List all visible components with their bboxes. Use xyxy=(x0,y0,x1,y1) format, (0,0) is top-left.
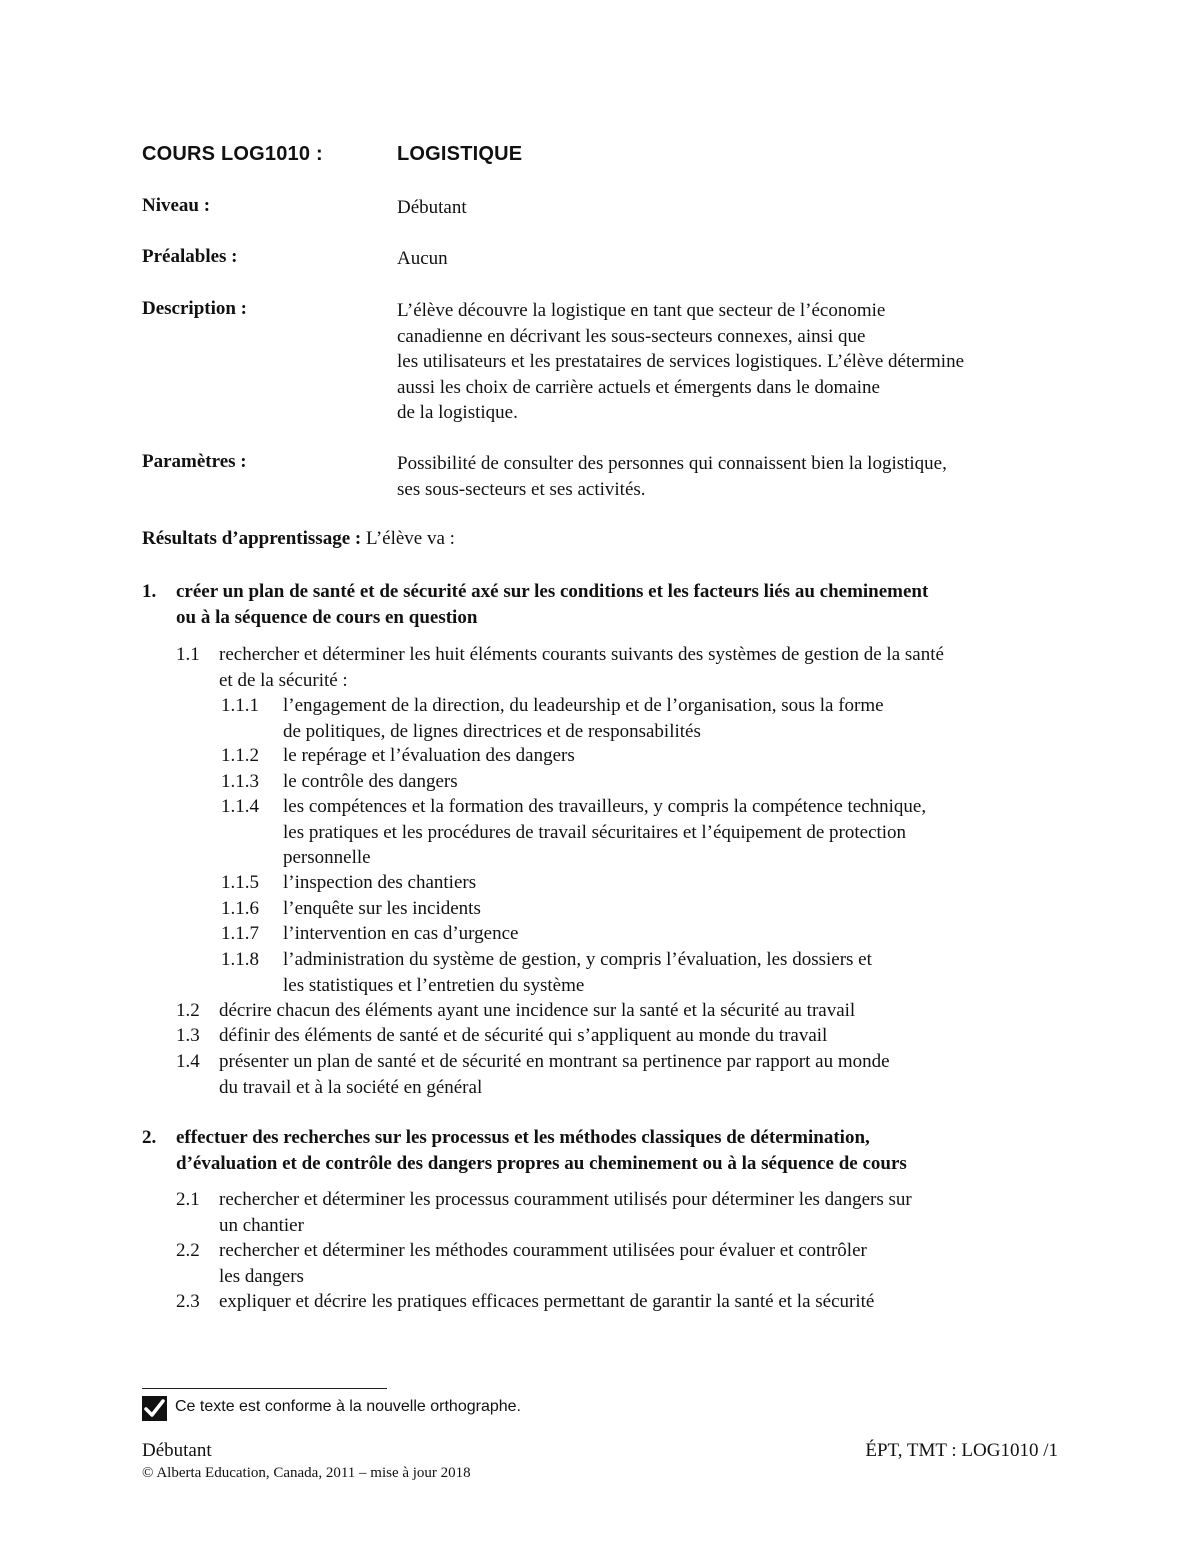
specific-outcome-line: expliquer et décrire les pratiques efficaces permettant de garantir la santé et la sécurité xyxy=(219,1291,875,1312)
specific-outcome-number: 1.4 xyxy=(176,1051,200,1072)
specific-outcome-number: 1.1.7 xyxy=(221,923,259,944)
outcomes-intro: L’élève va : xyxy=(361,528,455,549)
description-text xyxy=(397,298,1077,426)
specific-outcome-number: 1.1.2 xyxy=(221,745,259,766)
specific-outcome-line: rechercher et déterminer les huit éléments courants suivants des systèmes de gestion de la santé xyxy=(219,644,944,665)
specific-outcome-text xyxy=(219,1049,890,1100)
general-outcome-text xyxy=(176,1125,907,1176)
specific-outcome-number: 1.1.5 xyxy=(221,872,259,893)
specific-outcome-line: personnelle xyxy=(283,847,371,868)
general-outcome-number: 2. xyxy=(142,1127,157,1148)
specific-outcome-line: et de la sécurité : xyxy=(219,669,348,691)
specific-outcome-line: rechercher et déterminer les méthodes couramment utilisées pour évaluer et contrôler xyxy=(219,1240,867,1261)
specific-outcome-text xyxy=(283,743,575,769)
specific-outcome-line: le repérage et l’évaluation des dangers xyxy=(283,745,575,766)
specific-outcome-line: rechercher et déterminer les processus couramment utilisés pour déterminer les dangers sur xyxy=(219,1189,912,1210)
specific-outcome-line: les dangers xyxy=(219,1265,304,1287)
specific-outcome-line: définir des éléments de santé et de sécurité qui s’appliquent au monde du travail xyxy=(219,1025,828,1046)
niveau-value: Débutant xyxy=(397,197,467,218)
specific-outcome-text xyxy=(219,998,855,1024)
specific-outcome-text xyxy=(283,769,458,795)
general-outcome-text xyxy=(176,579,928,630)
footer-level: Débutant xyxy=(142,1440,212,1461)
general-outcome-line: d’évaluation et de contrôle des dangers propres au cheminement ou à la séquence de cours xyxy=(176,1152,907,1174)
specific-outcome-line: du travail et à la société en général xyxy=(219,1076,483,1098)
description-line: les utilisateurs et les prestataires de services logistiques. L’élève détermine xyxy=(397,351,965,372)
niveau-label: Niveau : xyxy=(142,195,211,216)
footnote-rule xyxy=(142,1388,387,1389)
description-line: aussi les choix de carrière actuels et émergents dans le domaine xyxy=(397,376,880,398)
specific-outcome-text xyxy=(283,794,926,871)
specific-outcome-line: l’enquête sur les incidents xyxy=(283,898,481,919)
specific-outcome-line: l’engagement de la direction, du leadeurship et de l’organisation, sous la forme xyxy=(283,695,884,716)
specific-outcome-number: 2.1 xyxy=(176,1189,200,1210)
specific-outcome-number: 1.1.4 xyxy=(221,796,259,817)
specific-outcome-line: l’inspection des chantiers xyxy=(283,872,477,893)
specific-outcome-line: de politiques, de lignes directrices et de responsabilités xyxy=(283,720,701,742)
course-code: COURS LOG1010 : xyxy=(142,143,323,165)
general-outcome-line: créer un plan de santé et de sécurité axé sur les conditions et les facteurs liés au cheminement xyxy=(176,581,929,602)
checkmark-icon xyxy=(142,1396,167,1421)
specific-outcome-number: 2.3 xyxy=(176,1291,200,1312)
specific-outcome-line: un chantier xyxy=(219,1214,304,1236)
specific-outcome-text xyxy=(219,1289,874,1315)
footer-page-ref: ÉPT, TMT : LOG1010 /1 xyxy=(865,1440,1058,1461)
specific-outcome-text xyxy=(283,947,872,998)
specific-outcome-text xyxy=(283,870,476,896)
specific-outcome-number: 1.1 xyxy=(176,644,200,665)
specific-outcome-line: l’intervention en cas d’urgence xyxy=(283,923,519,944)
general-outcome-number: 1. xyxy=(142,581,157,602)
specific-outcome-number: 1.1.8 xyxy=(221,949,259,970)
specific-outcome-number: 2.2 xyxy=(176,1240,200,1261)
specific-outcome-line: l’administration du système de gestion, y compris l’évaluation, les dossiers et xyxy=(283,949,872,970)
copyright: © Alberta Education, Canada, 2011 – mise à jour 2018 xyxy=(142,1465,471,1481)
specific-outcome-number: 1.3 xyxy=(176,1025,200,1046)
description-label: Description : xyxy=(142,298,248,319)
description-line: L’élève découvre la logistique en tant que secteur de l’économie xyxy=(397,300,886,321)
footnote-text: Ce texte est conforme à la nouvelle orthographe. xyxy=(175,1398,521,1415)
specific-outcome-text xyxy=(283,921,518,947)
outcomes-label: Résultats d’apprentissage : xyxy=(142,528,362,549)
specific-outcome-line: présenter un plan de santé et de sécurité en montrant sa pertinence par rapport au monde xyxy=(219,1051,890,1072)
prealables-value: Aucun xyxy=(397,248,448,269)
parametres-line: ses sous-secteurs et ses activités. xyxy=(397,478,646,500)
prealables-label: Préalables : xyxy=(142,246,238,267)
description-line: de la logistique. xyxy=(397,402,518,423)
specific-outcome-text xyxy=(219,1187,912,1238)
course-title: LOGISTIQUE xyxy=(397,143,523,165)
parametres-text xyxy=(397,451,1077,502)
specific-outcome-text xyxy=(219,642,944,693)
specific-outcome-number: 1.1.6 xyxy=(221,898,259,919)
specific-outcome-text xyxy=(219,1023,827,1049)
outcomes-heading xyxy=(142,528,455,550)
specific-outcome-line: décrire chacun des éléments ayant une incidence sur la santé et la sécurité au travail xyxy=(219,1000,856,1021)
specific-outcome-number: 1.2 xyxy=(176,1000,200,1021)
description-line: canadienne en décrivant les sous-secteurs connexes, ainsi que xyxy=(397,325,866,347)
general-outcome-line: effectuer des recherches sur les processus et les méthodes classiques de détermination, xyxy=(176,1127,870,1148)
specific-outcome-line: les compétences et la formation des travailleurs, y compris la compétence technique, xyxy=(283,796,927,817)
specific-outcome-number: 1.1.3 xyxy=(221,771,259,792)
specific-outcome-text xyxy=(283,896,481,922)
specific-outcome-line: les statistiques et l’entretien du système xyxy=(283,974,585,996)
specific-outcome-line: le contrôle des dangers xyxy=(283,771,458,792)
parametres-line: Possibilité de consulter des personnes qui connaissent bien la logistique, xyxy=(397,453,947,474)
specific-outcome-line: les pratiques et les procédures de travail sécuritaires et l’équipement de protection xyxy=(283,821,907,843)
parametres-label: Paramètres : xyxy=(142,451,247,472)
specific-outcome-text xyxy=(219,1238,867,1289)
specific-outcome-number: 1.1.1 xyxy=(221,695,259,716)
general-outcome-line: ou à la séquence de cours en question xyxy=(176,606,478,628)
specific-outcome-text xyxy=(283,693,884,744)
